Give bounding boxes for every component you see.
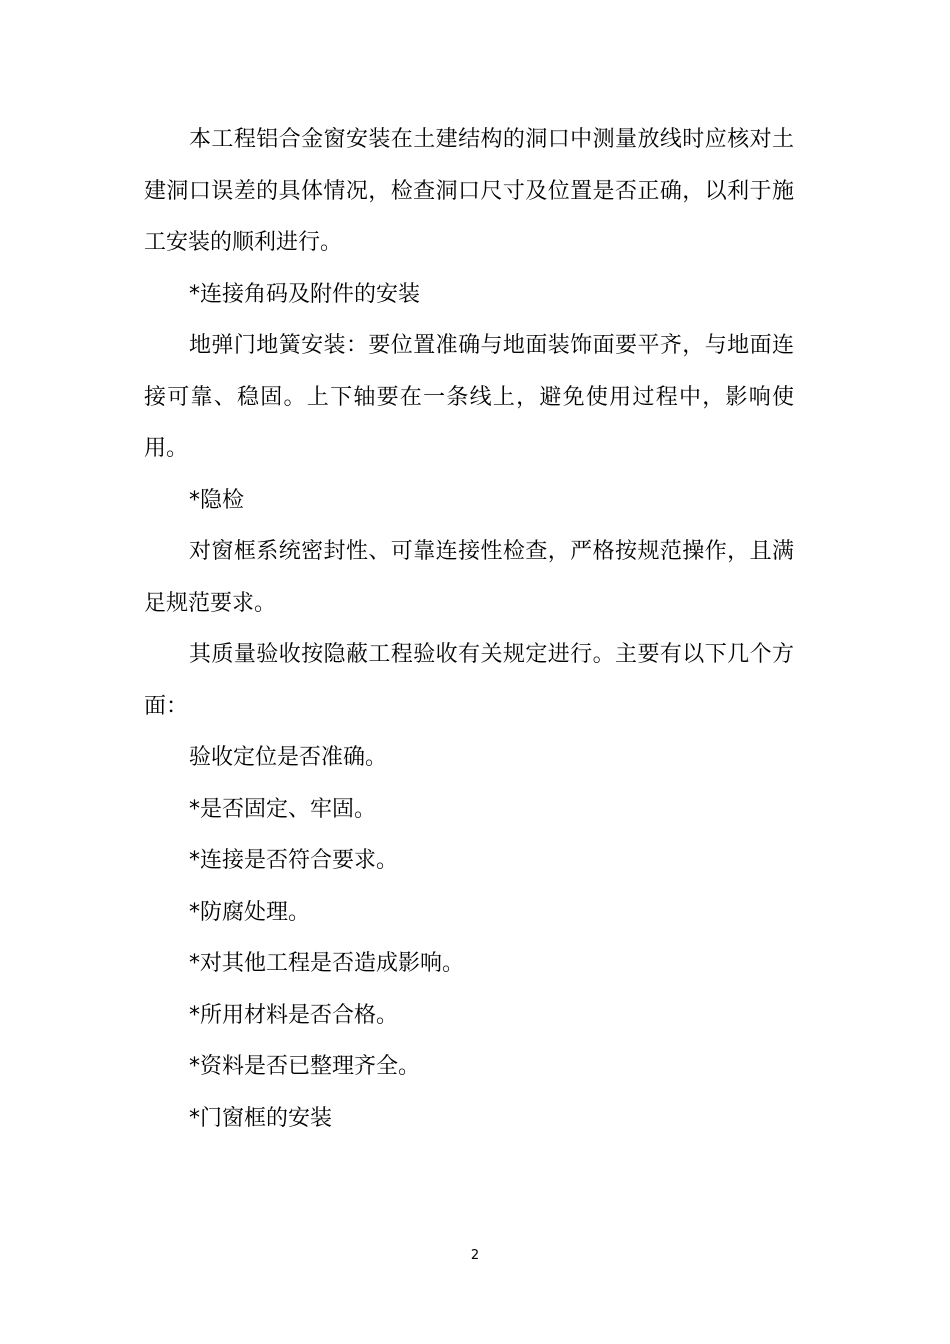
paragraph-heading-fittings: *连接角码及附件的安装 (189, 281, 421, 307)
paragraph-item-anticorrosion: *防腐处理。 (189, 899, 311, 925)
paragraph-item-position: 验收定位是否准确。 (189, 745, 388, 770)
paragraph-heading-inspection: *隐检 (189, 487, 245, 513)
paragraph-item-impact: *对其他工程是否造成影响。 (189, 951, 465, 976)
paragraph-item-materials: *所用材料是否合格。 (189, 1002, 399, 1028)
page-number: 2 (470, 1248, 480, 1263)
paragraph-item-fixed: *是否固定、牢固。 (189, 796, 377, 822)
paragraph-heading-frame-install: *门窗框的安装 (189, 1105, 333, 1131)
paragraph-acceptance: 其质量验收按隐蔽工程验收有关规定进行。主要有以下几个方面： (144, 642, 794, 719)
paragraph-floor-spring: 地弹门地簧安装：要位置准确与地面装饰面要平齐，与地面连接可靠、稳固。上下轴要在一条线上，避免使用过程中，影响使用。 (144, 333, 794, 461)
paragraph-item-connection: *连接是否符合要求。 (189, 848, 399, 873)
paragraph-seal-check: 对窗框系统密封性、可靠连接性检查，严格按规范操作，且满足规范要求。 (144, 539, 794, 616)
paragraph-intro: 本工程铝合金窗安装在土建结构的洞口中测量放线时应核对土建洞口误差的具体情况，检查洞口尺寸及位置是否正确，以利于施工安装的顺利进行。 (144, 127, 794, 255)
document-body (144, 114, 794, 1144)
paragraph-item-documents: *资料是否已整理齐全。 (189, 1054, 421, 1079)
